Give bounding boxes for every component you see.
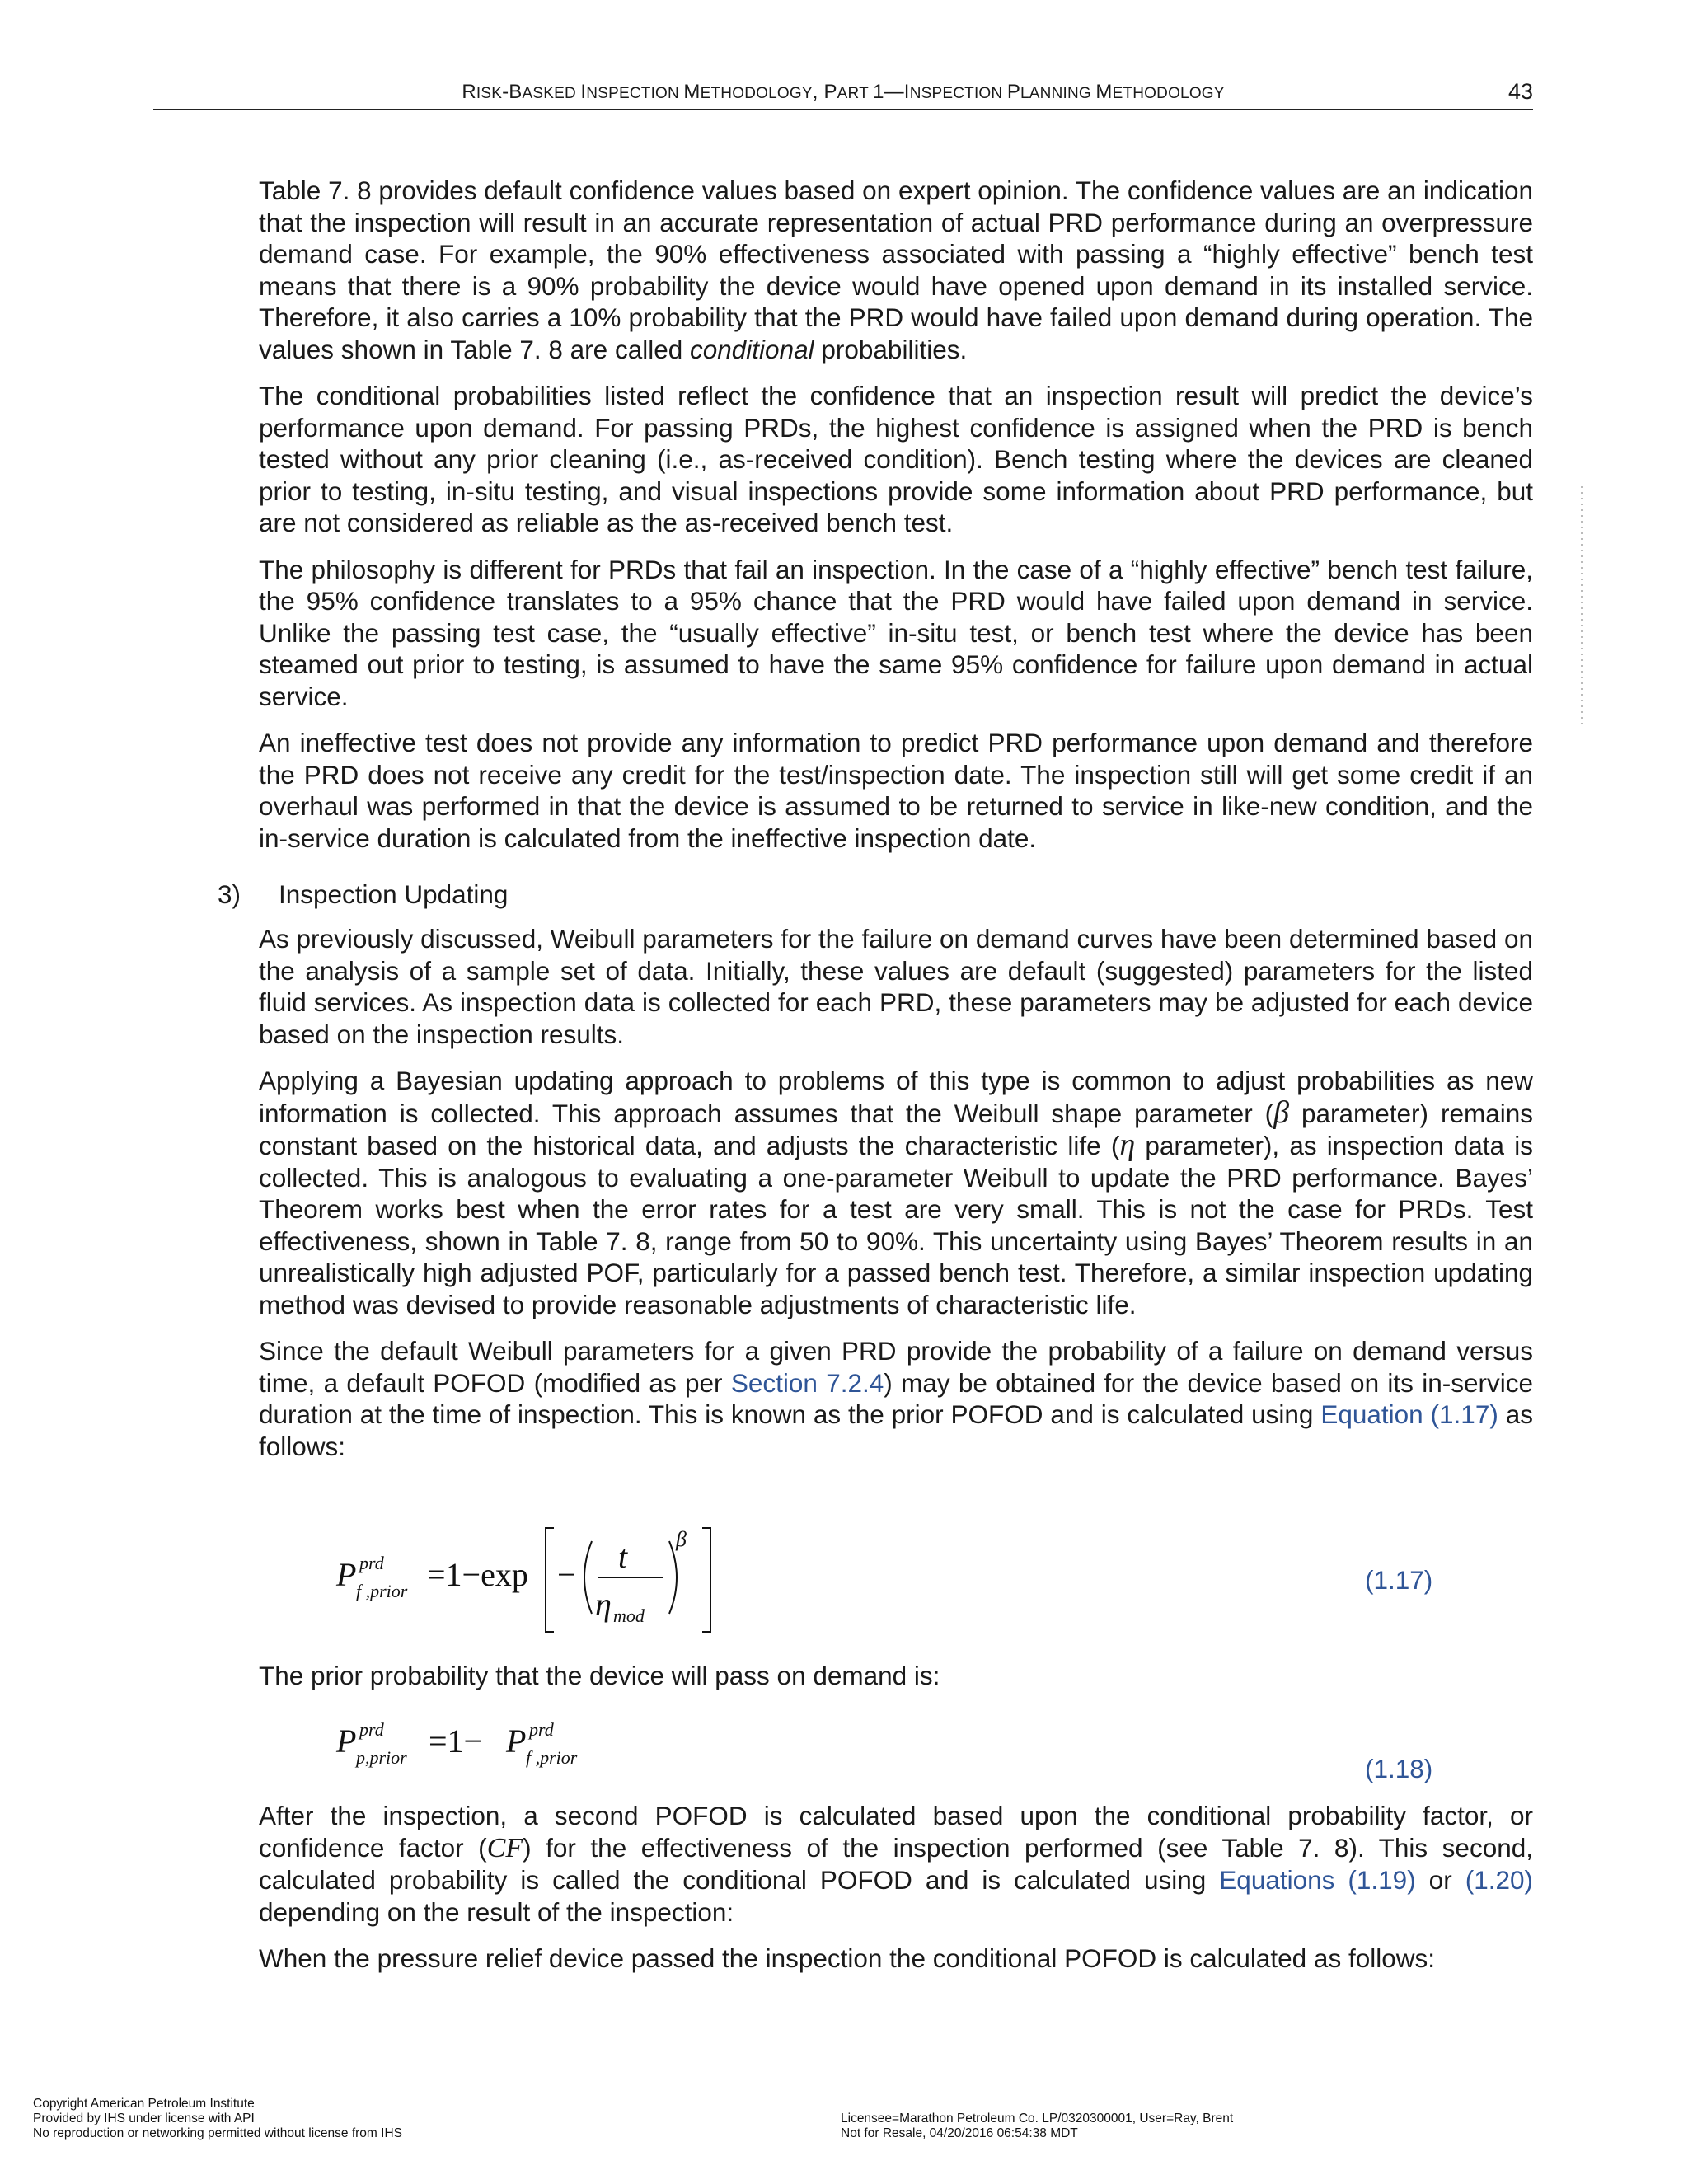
link-equation-1-19[interactable]: Equations (1.19) xyxy=(1219,1865,1416,1895)
eq-p-symbol: P xyxy=(336,1556,357,1593)
beta-symbol: β xyxy=(1273,1094,1290,1130)
paragraph-prior-pass: The prior probability that the device will pass on demand is: xyxy=(259,1661,940,1690)
equation-number-1-18: (1.18) xyxy=(1365,1754,1433,1783)
margin-marks xyxy=(1581,486,1583,725)
eq-denominator: η xyxy=(595,1586,612,1623)
footer-right: Licensee=Marathon Petroleum Co. LP/0320300001, User=Ray, Brent Not for Resale, 04/20/2016 06:54:38 MDT xyxy=(841,2111,1234,2140)
list-item-inspection-updating xyxy=(218,879,508,910)
eq-rhs: =1− xyxy=(429,1722,483,1760)
paragraph-bayesian: Applying a Bayesian updating approach to problems of this type is common to adjust probabilities as new information is collected. This approach assumes that the Weibull shape parameter (β parameter) remains constant based on the historical data, and adjusts the characteristic life (η parameter), as inspection data is collected. This is analogous to evaluating a one-parameter Weibull to update the PRD performance. Bayes’ Theorem works best when the error rates for a test are very small. This is not the case for PRDs. Test effectiveness, shown in Table 7. 8, range from 50 to 90%. This uncertainty using Bayes’ Theorem results in an unrealistically high adjusted POF, particularly for a passed bench test. Therefore, a similar inspection updating method was devised to provide reasonable adjustments of characteristic life. xyxy=(259,1066,1533,1319)
cf-symbol: CF xyxy=(486,1832,523,1863)
eq-exponent: β xyxy=(676,1527,687,1551)
link-equation-1-20[interactable]: (1.20) xyxy=(1465,1865,1533,1895)
paragraph-conditional-pofod: After the inspection, a second POFOD is calculated based upon the conditional probability factor, or confidence factor (CF) for the effectiveness of the inspection performed (see Table 7. 8). This second, calculated probability is called the conditional POFOD and is calculated using Equations (1.19) or (1.20) depending on the result of the inspection: xyxy=(259,1801,1534,1927)
eq-p-symbol-2: P xyxy=(506,1722,527,1760)
right-bracket xyxy=(702,1528,710,1632)
eq-subscript-2: f ,prior xyxy=(526,1747,578,1768)
eq-superscript: prd xyxy=(359,1553,384,1573)
left-bracket xyxy=(546,1528,554,1632)
body-conditional xyxy=(259,1800,1533,1975)
body-lower xyxy=(259,923,1533,1477)
link-section-7-2-4[interactable]: Section 7.2.4 xyxy=(730,1367,884,1398)
header-title: RISK-BASKED INSPECTION METHODOLOGY, PART 1—INSPECTION PLANNING METHODOLOGY xyxy=(462,81,1225,103)
paragraph-passed-inspection: When the pressure relief device passed the inspection the conditional POFOD is calculated as follows: xyxy=(259,1943,1435,1973)
list-item-number: 3) xyxy=(218,879,241,909)
eq-superscript: prd xyxy=(359,1719,384,1740)
body-upper xyxy=(259,175,1533,854)
left-paren xyxy=(584,1541,592,1614)
paragraph-conditional-probabilities: The conditional probabilities listed reflect the confidence that an inspection result will predict the device’s performance upon demand. For passing PRDs, the highest confidence is assigned when the PRD is bench tested without any prior cleaning (i.e., as-received condition). Bench testing where the devices are cleaned prior to testing, in-situ testing, and visual inspections provide some information about PRD performance, but are not considered as reliable as the as-received bench test. xyxy=(259,381,1533,537)
equation-1-17 xyxy=(330,1516,725,1640)
eq-p-symbol: P xyxy=(336,1722,357,1760)
paragraph-prior-pofod: Since the default Weibull parameters for a given PRD provide the probability of a failure on demand versus time, a default POFOD (modified as per Section 7.2.4) may be obtained for the device based on its in-service duration at the time of inspection. This is known as the prior POFOD and is calculated using Equation (1.17) as follows: xyxy=(259,1336,1533,1461)
body-prior-pass xyxy=(259,1660,1533,1692)
eq-numerator: t xyxy=(618,1538,628,1575)
eq-superscript-2: prd xyxy=(529,1719,554,1740)
list-item-label: Inspection Updating xyxy=(279,879,509,909)
eq-subscript: p,prior xyxy=(356,1747,407,1768)
running-header xyxy=(153,79,1533,110)
paragraph-failed-prds: The philosophy is different for PRDs that fail an inspection. In the case of a “highly effective” bench test failure, the 95% confidence translates to a 95% chance that the PRD would have failed upon demand in service. Unlike the passing test case, the “usually effective” in-situ test, or bench test where the device has been steamed out prior to testing, is assumed to have the same 95% confidence for failure upon demand in actual service. xyxy=(259,554,1533,711)
footer-left: Copyright American Petroleum Institute Provided by IHS under license with API No reproduction or networking permitted without license from IHS xyxy=(33,2097,402,2140)
paragraph-weibull-parameters: As previously discussed, Weibull parameters for the failure on demand curves have been determined based on the analysis of a sample set of data. Initially, these values are default (suggested) parameters for the listed fluid services. As inspection data is collected for each PRD, these parameters may be adjusted for each device based on the inspection results. xyxy=(259,924,1533,1049)
page-number: 43 xyxy=(1507,79,1533,104)
eq-denominator-sub: mod xyxy=(613,1605,645,1626)
eq-minus: − xyxy=(557,1556,576,1593)
equation-number-1-17: (1.17) xyxy=(1365,1565,1433,1595)
eq-rhs: =1−exp xyxy=(427,1556,528,1593)
paragraph-ineffective-test: An ineffective test does not provide any information to predict PRD performance upon demand and therefore the PRD does not receive any credit for the test/inspection date. The inspection still will get some credit if an overhaul was performed in that the device is assumed to be returned to service in like-new condition, and the in-service duration is calculated from the ineffective inspection date. xyxy=(259,728,1533,853)
equation-1-18 xyxy=(330,1711,610,1777)
paragraph-confidence-values: Table 7. 8 provides default confidence values based on expert opinion. The confidence values are an indication that the inspection will result in an accurate representation of actual PRD performance during an overpressure demand case. For example, the 90% effectiveness associated with passing a “highly effective” bench test means that there is a 90% probability the device would have opened upon demand in its installed service. Therefore, it also carries a 10% probability that the PRD would have failed upon demand during operation. The values shown in Table 7. 8 are called conditional probabilities. xyxy=(259,176,1533,364)
eta-symbol: η xyxy=(1119,1127,1136,1162)
link-equation-1-17[interactable]: Equation (1.17) xyxy=(1320,1399,1498,1429)
eq-subscript: f ,prior xyxy=(356,1581,408,1601)
right-paren xyxy=(669,1541,677,1614)
